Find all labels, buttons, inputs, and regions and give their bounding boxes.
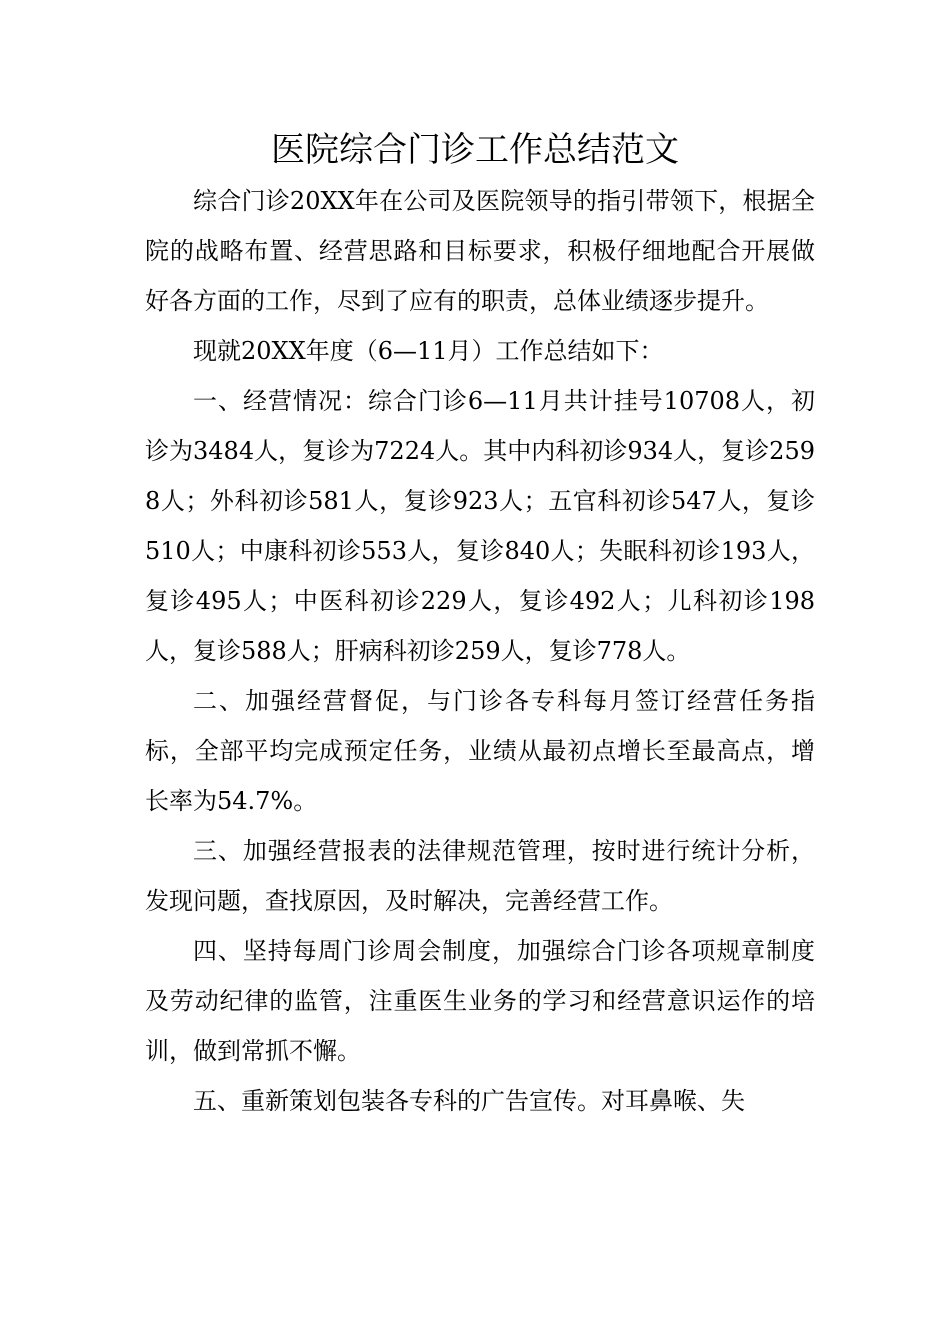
paragraph-weekly-meeting: 四、坚持每周门诊周会制度，加强综合门诊各项规章制度及劳动纪律的监管，注重医生业务的学习和经营意识运作的培训，做到常抓不懈。 [145, 937, 815, 1065]
paragraph-operations: 一、经营情况：综合门诊6—11月共计挂号10708人，初诊为3484人，复诊为7224人。其中内科初诊934人，复诊2598人；外科初诊581人，复诊923人；五官科初诊547人，复诊510人；中康科初诊553人，复诊840人；失眠科初诊193人，复诊495人；中医科初诊229人，复诊492人；儿科初诊198人，复诊588人；肝病科初诊259人，复诊778人。 [145, 387, 815, 665]
paragraph-summary-lead: 现就20XX年度（6—11月）工作总结如下： [193, 337, 664, 365]
paragraph-intro: 综合门诊20XX年在公司及医院领导的指引带领下，根据全院的战略布置、经营思路和目标要求，积极仔细地配合开展做好各方面的工作，尽到了应有的职责，总体业绩逐步提升。 [145, 187, 815, 315]
document-title: 医院综合门诊工作总结范文 [271, 130, 679, 170]
document-body [145, 176, 815, 1126]
paragraph-advertising: 五、重新策划包装各专科的广告宣传。对耳鼻喉、失 [193, 1087, 745, 1115]
paragraph-reports: 三、加强经营报表的法律规范管理，按时进行统计分析，发现问题，查找原因，及时解决，完善经营工作。 [145, 837, 815, 915]
paragraph-supervision: 二、加强经营督促，与门诊各专科每月签订经营任务指标，全部平均完成预定任务，业绩从最初点增长至最高点，增长率为54.7%。 [145, 687, 815, 815]
